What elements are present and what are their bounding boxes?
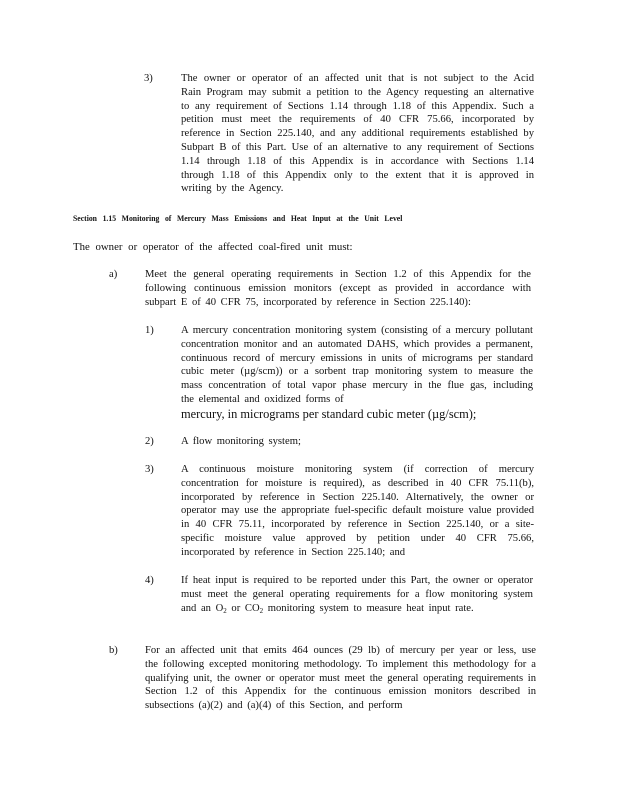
item-marker-a: a) <box>109 269 118 280</box>
item-marker-a3: 3) <box>145 464 154 475</box>
paragraph-a4 <box>181 574 533 618</box>
paragraph-a1-body: A mercury concentration monitoring system (consisting of a mercury pollutant concentration monitor and an automated DAHS, which provides a permanent, continuous record of mercury emissions in units of micrograms per standard cubic meter (µg/scm)) or a sorbent trap monitoring system to measure the mass concentration of total vapor phase mercury in the flue gas, including the elemental and oxidized forms of <box>181 325 533 405</box>
paragraph-a4-part2: or CO <box>226 602 260 614</box>
paragraph-a2: A flow monitoring system; <box>181 436 301 447</box>
paragraph-a4-part1: If heat input is required to be reported under this Part, the owner or operator must meet the general operating requirements for a flow monitoring system and an O <box>181 575 533 614</box>
item-marker-a2: 2) <box>145 436 154 447</box>
item-marker-3: 3) <box>144 73 153 84</box>
paragraph-alternative-petition: The owner or operator of an affected unit that is not subject to the Acid Rain Program may submit a petition to the Agency requesting an alternative to any requirement of Sections 1.14 through 1.18 of this Appendix. Such a petition must meet the requirements of 40 CFR 75.66, incorporated by reference in Section 225.140, and any additional requirements established by Subpart B of this Part. Use of an alternative to any requirement of Sections 1.14 through 1.18 of this Appendix is in accordance with Sections 1.14 through 1.18 of this Appendix only to the extent that it is approved in writing by the Agency. <box>181 73 534 195</box>
paragraph-a4-part3: monitoring system to measure heat input rate. <box>263 602 474 614</box>
paragraph-a1 <box>181 324 533 422</box>
item-marker-a4: 4) <box>145 575 154 586</box>
intro-sentence: The owner or operator of the affected coal-fired unit must: <box>73 241 353 253</box>
o2-subscript: 2 <box>223 606 227 615</box>
section-heading: Section 1.15 Monitoring of Mercury Mass Emissions and Heat Input at the Unit Level <box>73 214 403 223</box>
paragraph-b: For an affected unit that emits 464 ounces (29 lb) of mercury per year or less, use the following excepted monitoring methodology. To implement this methodology for a qualifying unit, the owner or operator must meet the general operating requirements in Section 1.2 of this Appendix for the continuous emission monitors described in subsections (a)(2) and (a)(4) of this Section, and perform <box>145 645 536 712</box>
item-marker-a1: 1) <box>145 325 154 336</box>
item-marker-b: b) <box>109 645 118 656</box>
paragraph-a1-tail: mercury, in micrograms per standard cubic meter (µg/scm); <box>181 406 477 421</box>
co2-subscript: 2 <box>259 606 264 615</box>
paragraph-a: Meet the general operating requirements in Section 1.2 of this Appendix for the following continuous emission monitors (except as provided in accordance with subpart E of 40 CFR 75, incorporated by reference in Section 225.140): <box>145 269 531 308</box>
paragraph-a3: A continuous moisture monitoring system (if correction of mercury concentration for moisture is required), as described in 40 CFR 75.11(b), incorporated by reference in Section 225.140. Alternatively, the owner or operator may use the appropriate fuel-specific default moisture value provided in 40 CFR 75.11, incorporated by reference in Section 225.140, or a site-specific moisture value approved by petition under 40 CFR 75.66, incorporated by reference in Section 225.140; and <box>181 464 534 558</box>
